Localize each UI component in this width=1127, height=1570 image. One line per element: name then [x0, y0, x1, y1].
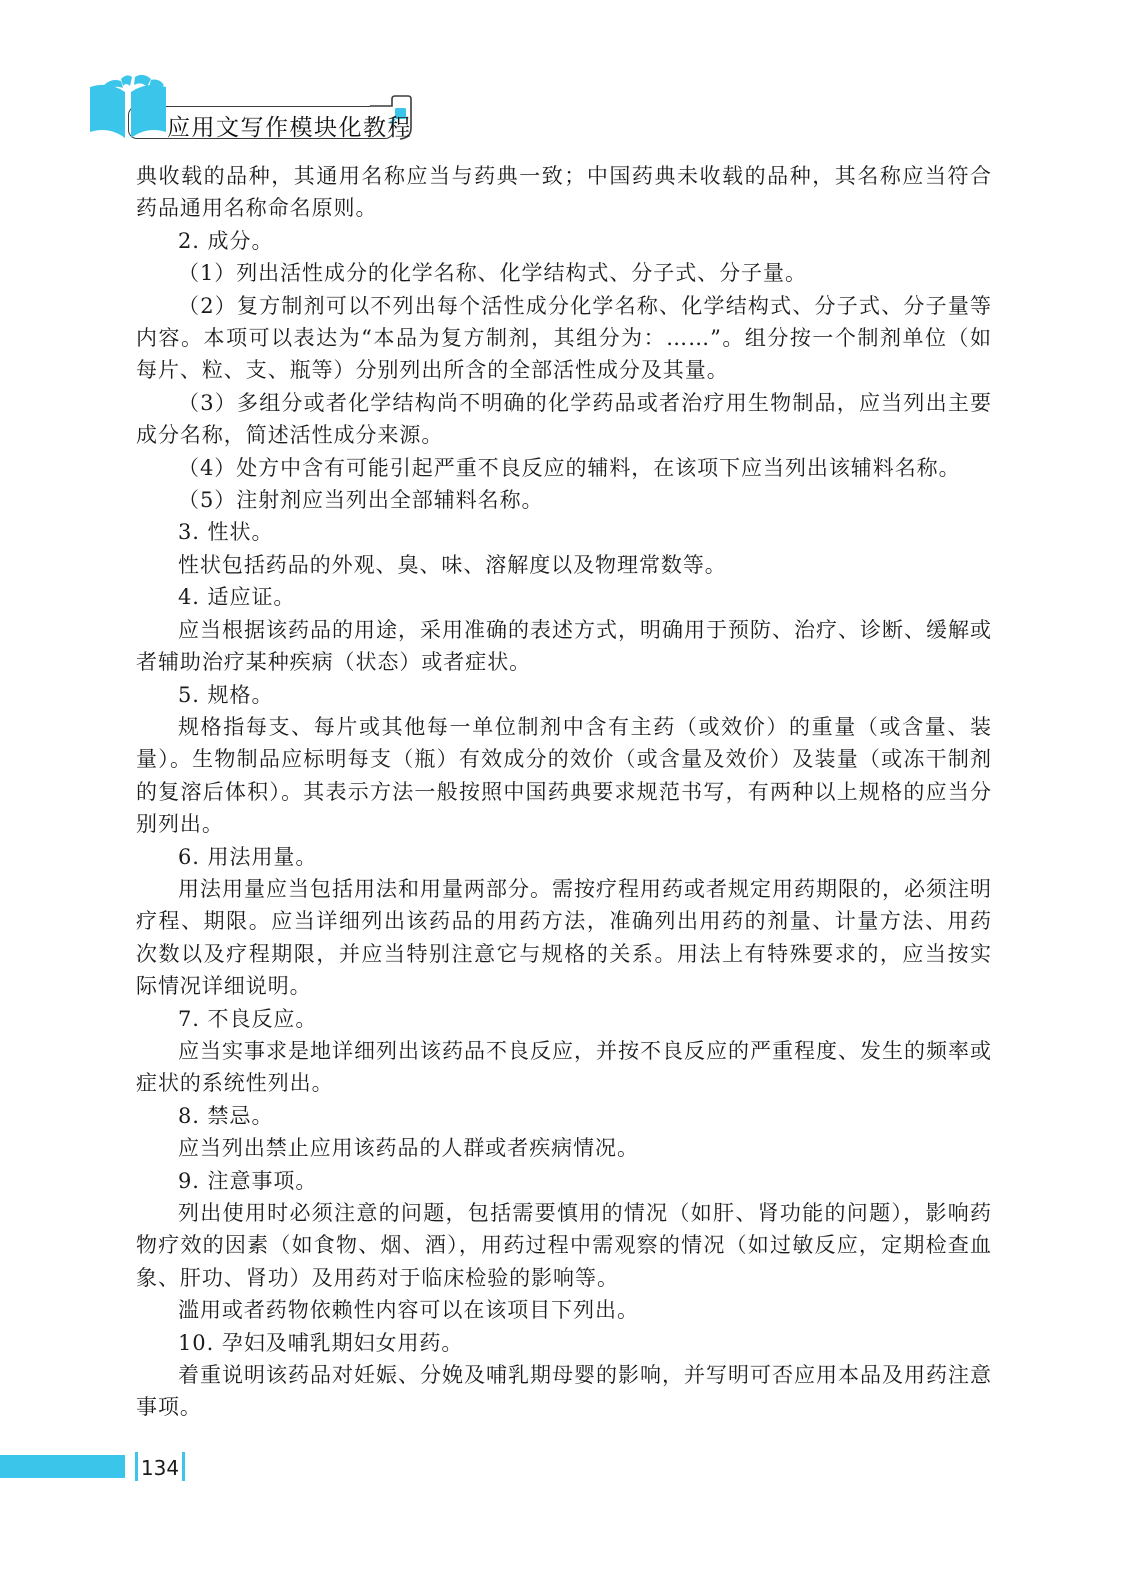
- body-text: [136, 160, 992, 1424]
- paragraph: （2）复方制剂可以不列出每个活性成分化学名称、化学结构式、分子式、分子量等内容。本项可以表达为“本品为复方制剂，其组分为：……”。组分按一个制剂单位（如每片、粒、支、瓶等）分别列出所含的全部活性成分及其量。: [136, 293, 992, 383]
- paragraph: 应当列出禁止应用该药品的人群或者疾病情况。: [178, 1136, 639, 1161]
- paragraph: 6. 用法用量。: [178, 844, 318, 869]
- paragraph: （1）列出活性成分的化学名称、化学结构式、分子式、分子量。: [178, 261, 807, 286]
- paragraph: 4. 适应证。: [178, 585, 296, 610]
- paragraph: 2. 成分。: [178, 228, 274, 253]
- footer-divider-left: [135, 1452, 138, 1481]
- paragraph: 10. 孕妇及哺乳期妇女用药。: [178, 1330, 464, 1355]
- open-book-icon: [85, 74, 171, 142]
- paragraph: 规格指每支、每片或其他每一单位制剂中含有主药（或效价）的重量（或含量、装量）。生物制品应标明每支（瓶）有效成分的效价（或含量及效价）及装量（或冻干制剂的复溶后体积）。其表示方法一般按照中国药典要求规范书写，有两种以上规格的应当分别列出。: [136, 714, 992, 837]
- paragraph: （5）注射剂应当列出全部辅料名称。: [178, 488, 544, 513]
- paragraph: 列出使用时必须注意的问题，包括需要慎用的情况（如肝、肾功能的问题），影响药物疗效的因素（如食物、烟、酒），用药过程中需观察的情况（如过敏反应，定期检查血象、肝功、肾功）及用药对于临床检验的影响等。: [136, 1201, 992, 1290]
- footer-page-number: 134: [140, 1456, 180, 1480]
- paragraph: 应当实事求是地详细列出该药品不良反应，并按不良反应的严重程度、发生的频率或症状的系统性列出。: [136, 1038, 992, 1096]
- paragraph: 应当根据该药品的用途，采用准确的表述方式，明确用于预防、治疗、诊断、缓解或者辅助治疗某种疾病（状态）或者症状。: [136, 617, 992, 675]
- paragraph: 5. 规格。: [178, 682, 274, 707]
- paragraph: 9. 注意事项。: [178, 1168, 318, 1193]
- footer-accent-bar: [0, 1455, 125, 1478]
- paragraph: 用法用量应当包括用法和用量两部分。需按疗程用药或者规定用药期限的，必须注明疗程、期限。应当详细列出该药品的用药方法，准确列出用药的剂量、计量方法、用药次数以及疗程期限，并应当特别注意它与规格的关系。用法上有特殊要求的，应当按实际情况详细说明。: [136, 876, 992, 999]
- paragraph: （4）处方中含有可能引起严重不良反应的辅料，在该项下应当列出该辅料名称。: [178, 455, 961, 480]
- paragraph: 3. 性状。: [178, 520, 274, 545]
- page-header-title: 应用文写作模块化教程: [167, 115, 412, 141]
- paragraph: 着重说明该药品对妊娠、分娩及哺乳期母婴的影响，并写明可否应用本品及用药注意事项。: [136, 1363, 992, 1420]
- paragraph: 滥用或者药物依赖性内容可以在该项目下列出。: [178, 1298, 639, 1323]
- footer-divider-right: [182, 1452, 185, 1481]
- paragraph: 性状包括药品的外观、臭、味、溶解度以及物理常数等。: [178, 552, 727, 577]
- paragraph: 7. 不良反应。: [178, 1006, 318, 1031]
- paragraph: 8. 禁忌。: [178, 1103, 274, 1128]
- paragraph: 典收载的品种，其通用名称应当与药典一致；中国药典未收载的品种，其名称应当符合药品通用名称命名原则。: [136, 164, 992, 221]
- paragraph: （3）多组分或者化学结构尚不明确的化学药品或者治疗用生物制品，应当列出主要成分名称，简述活性成分来源。: [136, 390, 992, 448]
